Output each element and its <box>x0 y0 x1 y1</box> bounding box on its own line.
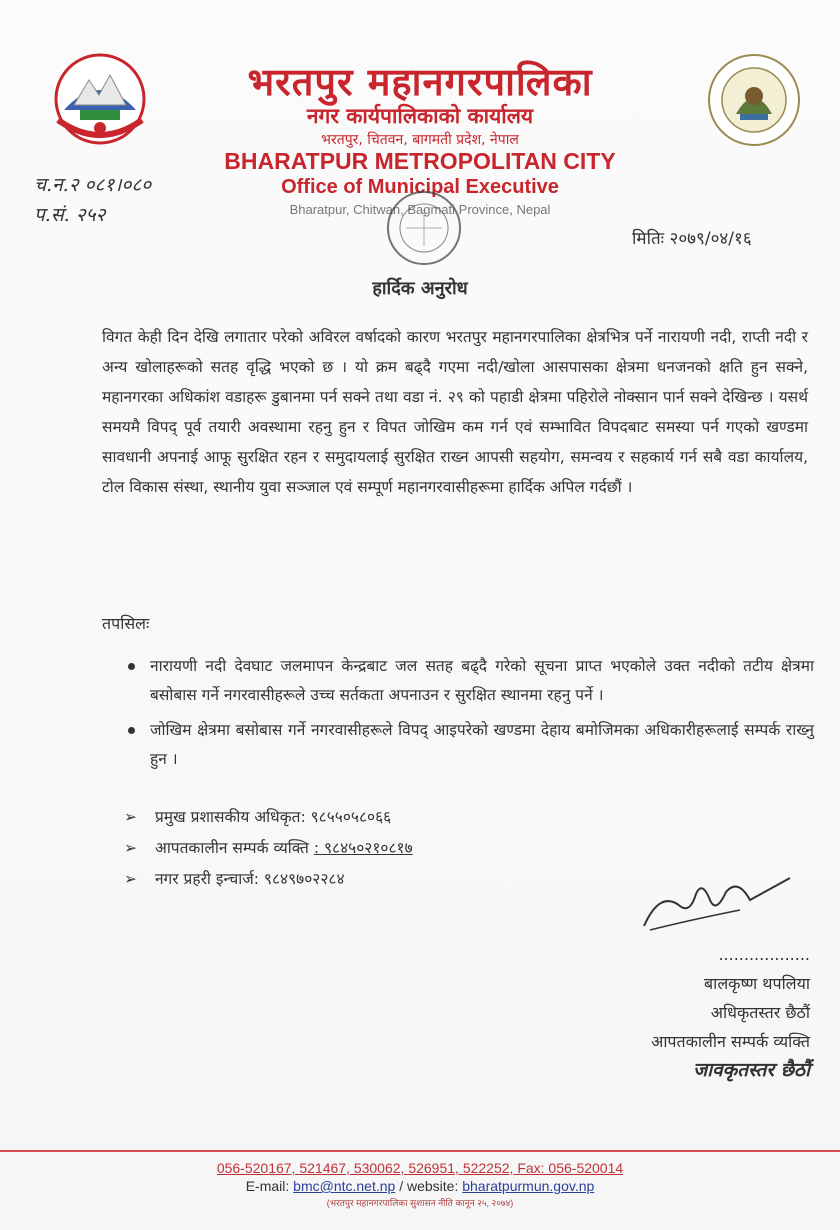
signature-block <box>600 940 810 1085</box>
signatory-handwritten-note: जावकृतस्तर छैठौं <box>693 1059 810 1081</box>
arrow-right-icon: ➢ <box>124 839 137 857</box>
office-subtitle-nepali: नगर कार्यपालिकाको कार्यालय <box>306 104 534 128</box>
address-english: Bharatpur, Chitwan, Bagmati Province, Nepal <box>289 202 551 217</box>
signature-dots: .................. <box>718 945 810 964</box>
footer-website-link[interactable]: bharatpurmun.gov.np <box>462 1178 595 1194</box>
contact-label: आपतकालीन सम्पर्क व्यक्ति <box>154 839 309 857</box>
bullet-item <box>124 652 814 710</box>
details-bullet-list <box>124 652 814 780</box>
contact-item <box>124 833 413 864</box>
signatory-post: अधिकृतस्तर छैठौं <box>710 1003 810 1022</box>
reference-line-2: प.सं. २५२ <box>34 204 106 226</box>
contact-number: ९८५५०५८०६६ <box>310 808 392 826</box>
footer-website-label: / website: <box>399 1178 459 1194</box>
arrow-right-icon: ➢ <box>124 808 137 826</box>
letter-date: मितिः २०७९/०४/१६ <box>632 229 752 249</box>
footer-email-link[interactable]: bmc@ntc.net.np <box>293 1178 396 1194</box>
footer-note: (भरतपुर महानगरपालिका सुशासन नीति कानून २५, २०७४) <box>326 1198 514 1208</box>
bullet-text: नारायणी नदी देवघाट जलमापन केन्द्रबाट जल सतह बढ्दै गरेको सूचना प्राप्त भएकोले उक्त नदीको तटीय क्षेत्रमा बसोबास गर्ने नगरवासीहरूले उच्च सर्तकता अपनाउन र सुरक्षित स्थानमा रहनु पर्ने । <box>150 657 814 704</box>
bullet-item <box>124 716 814 774</box>
org-title-nepali: भरतपुर महानगरपालिका <box>247 60 593 104</box>
footer-email-label: E-mail: <box>245 1178 290 1194</box>
arrow-right-icon: ➢ <box>124 870 137 888</box>
bullet-dot-icon <box>128 727 135 734</box>
footer-phones <box>0 1160 840 1176</box>
contact-label: नगर प्रहरी इन्चार्ज: <box>154 870 259 888</box>
handwritten-reference <box>34 170 234 230</box>
contact-item <box>124 864 413 895</box>
contact-item <box>124 802 413 833</box>
footer-phone-numbers: 056-520167, 521467, 530062, 526951, 522252, Fax: 056-520014 <box>216 1160 624 1176</box>
office-subtitle-english: Office of Municipal Executive <box>281 176 559 198</box>
office-stamp <box>376 186 472 270</box>
address-nepali: भरतपुर, चितवन, बागमती प्रदेश, नेपाल <box>321 132 519 148</box>
org-title-english: BHARATPUR METROPOLITAN CITY <box>224 148 616 174</box>
letter-body: विगत केही दिन देखि लगातार परेको अविरल वर्षादको कारण भरतपुर महानगरपालिका क्षेत्रभित्र पर्ने नारायणी नदी, राप्ती नदी र अन्य खोलाहरूको सतह वृद्धि भएको छ । यो क्रम बढ्दै गएमा नदी/खोला आसपासका क्षेत्रमा धनजनको क्षति हुन सक्ने, महानगरका अधिकांश वडाहरू डुबानमा पर्न सक्ने तथा वडा नं. २९ को पहाडी क्षेत्रमा पहिरोले नोक्सान पार्न सक्ने देखिन्छ । यसर्थ समयमै विपद् पूर्व तयारी अवस्थामा रहनु हुन र विपत जोखिम कम गर्न एवं सम्भावित विपदबाट समस्या पर्न गएको खण्डमा सावधानी अपनाई आफू सुरक्षित रहन र समुदायलाई सुरक्षित राख्न आपसी सहयोग, समन्वय र सहकार्य गर्न सबै वडा कार्यालय, टोल विकास संस्था, स्थानीय युवा सञ्जाल एवं सम्पूर्ण महानगरवासीहरूमा हार्दिक अपिल गर्दछौं । <box>102 328 808 496</box>
contact-list <box>124 802 413 895</box>
signatory-name: बालकृष्ण थपलिया <box>704 974 810 993</box>
handwritten-signature <box>630 870 800 940</box>
bullet-text: जोखिम क्षेत्रमा बसोबास गर्ने नगरवासीहरूले विपद् आइपरेको खण्डमा देहाय बमोजिमका अधिकारीहरूलाई सम्पर्क राख्नु हुन । <box>150 721 814 768</box>
signatory-role: आपतकालीन सम्पर्क व्यक्ति <box>651 1032 810 1051</box>
letter-subject: हार्दिक अनुरोध <box>372 278 468 299</box>
bullet-dot-icon <box>128 663 135 670</box>
contact-label: प्रमुख प्रशासकीय अधिकृत: <box>154 808 306 826</box>
contact-number: : ९८४५०२१०८१७ <box>313 839 413 857</box>
contact-number: ९८४९७०२२८४ <box>263 870 345 888</box>
details-heading: तपसिलः <box>102 614 150 633</box>
reference-line-1: च.न.२ ०८१।०८० <box>34 174 152 196</box>
footer-contact <box>0 1178 840 1194</box>
footer-divider <box>0 1150 840 1152</box>
